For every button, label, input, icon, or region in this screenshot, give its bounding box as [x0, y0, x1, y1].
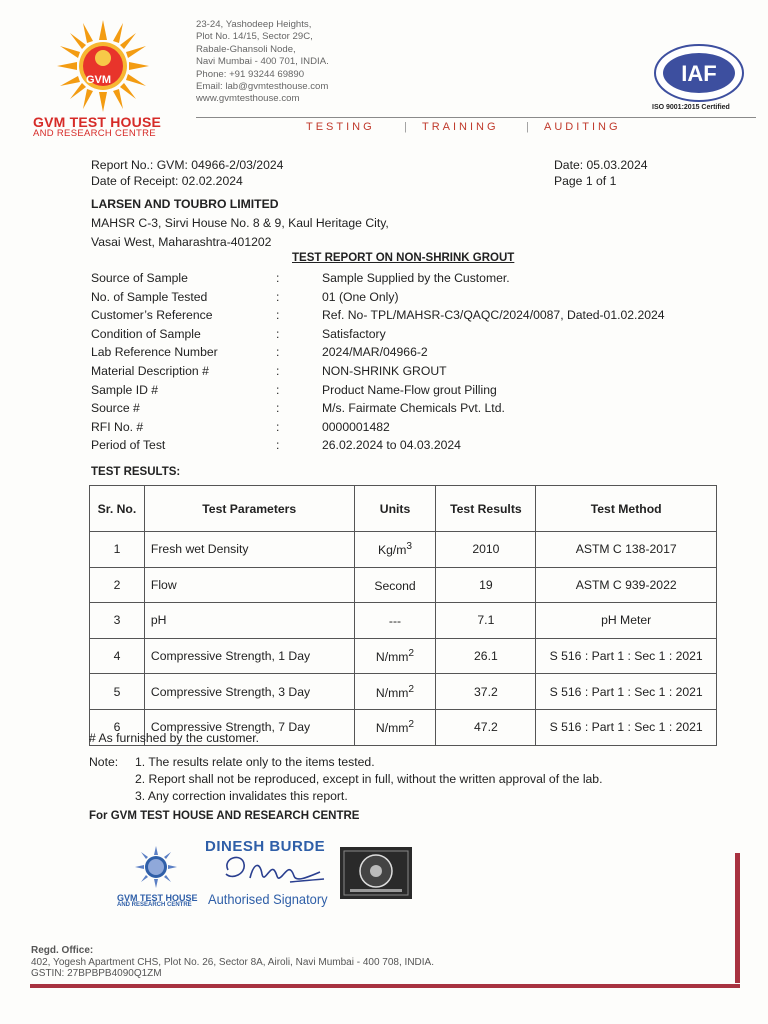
regd-label: Regd. Office: [31, 945, 94, 956]
address-line: Navi Mumbai - 400 701, INDIA. [196, 56, 329, 68]
unit-base: N/mm [375, 721, 409, 736]
results-table [89, 485, 717, 746]
info-value: NON-SHRINK GROUT [322, 363, 447, 378]
info-colon: : [276, 326, 280, 341]
info-row [91, 401, 731, 420]
footnote: # As furnished by the customer. [89, 731, 260, 745]
sun-logo-icon [55, 18, 151, 114]
cell-sr: 3 [90, 603, 145, 639]
stamp-brand: GVM TEST HOUSE [117, 893, 198, 903]
cell-sr: 4 [90, 638, 145, 674]
info-colon: : [276, 363, 280, 378]
report-number: Report No.: GVM: 04966-2/03/2024 [91, 158, 284, 172]
cell-param: Compressive Strength, 3 Day [144, 674, 354, 710]
company-address [196, 19, 329, 106]
cell-result: 19 [436, 567, 536, 603]
header-test-parameters: Test Parameters [144, 486, 354, 532]
unit-base: --- [388, 614, 402, 629]
info-value: Sample Supplied by the Customer. [322, 271, 510, 285]
header-sr-no: Sr. No. [90, 486, 145, 532]
header-divider [196, 117, 756, 118]
sun-stamp-icon [134, 845, 178, 889]
service-auditing: AUDITING [544, 121, 621, 133]
info-colon: : [276, 419, 280, 434]
company-logo [55, 18, 151, 114]
side-accent-line [735, 853, 740, 983]
note-item: 1. The results relate only to the items tested. [135, 755, 375, 769]
iaf-emblem-icon [651, 43, 747, 103]
unit-sup: 2 [408, 683, 415, 695]
phone-line: Phone: +91 93244 69890 [196, 68, 305, 80]
notes-label: Note: [89, 755, 119, 769]
cell-method: S 516 : Part 1 : Sec 1 : 2021 [536, 638, 717, 674]
info-colon: : [276, 289, 280, 304]
info-row [91, 438, 731, 457]
company-seal [338, 843, 414, 903]
table-row [90, 638, 717, 674]
info-row [91, 308, 731, 327]
info-label: Material Description # [91, 363, 209, 378]
table-row [90, 603, 717, 639]
seal-stamp-icon [338, 843, 414, 903]
header-test-results: Test Results [436, 486, 536, 532]
info-value: Ref. No- TPL/MAHSR-C3/QAQC/2024/0087, Dated-01.02.2024 [322, 308, 665, 323]
cell-method: ASTM C 939-2022 [536, 567, 717, 603]
address-line: Plot No. 14/15, Sector 29C, [196, 31, 313, 43]
cell-sr: 2 [90, 567, 145, 603]
report-title: TEST REPORT ON NON-SHRINK GROUT [292, 252, 515, 264]
cell-method: S 516 : Part 1 : Sec 1 : 2021 [536, 709, 717, 745]
cell-param: Compressive Strength, 7 Day [144, 709, 354, 745]
cell-result: 26.1 [436, 638, 536, 674]
signature-scribble-icon [220, 848, 330, 888]
info-value: Product Name-Flow grout Pilling [322, 382, 497, 397]
report-date: Date: 05.03.2024 [554, 158, 648, 172]
regd-address: 402, Yogesh Apartment CHS, Plot No. 26, Sector 8A, Airoli, Navi Mumbai - 400 708, INDIA. [31, 956, 434, 968]
info-value: Satisfactory [322, 326, 386, 341]
unit-sup: 3 [406, 541, 413, 553]
cell-unit [354, 532, 436, 568]
iaf-text: IAF [681, 61, 717, 86]
cell-result: 7.1 [436, 603, 536, 639]
gstin: GSTIN: 27BPBPB4090Q1ZM [31, 968, 162, 979]
stamp-brand-sub: AND RESEARCH CENTRE [117, 902, 192, 908]
info-label: Customer’s Reference [91, 308, 213, 323]
info-colon: : [276, 401, 280, 416]
table-row [90, 532, 717, 568]
cell-result: 2010 [436, 532, 536, 568]
cell-method: S 516 : Part 1 : Sec 1 : 2021 [536, 674, 717, 710]
info-label: Source of Sample [91, 271, 188, 285]
cell-result: 37.2 [436, 674, 536, 710]
header-test-method: Test Method [536, 486, 717, 532]
table-row [90, 674, 717, 710]
report-meta-left [91, 157, 283, 189]
info-row [91, 345, 731, 364]
test-results-title: TEST RESULTS: [91, 466, 181, 478]
sample-info [91, 271, 731, 457]
info-label: RFI No. # [91, 419, 144, 434]
info-row [91, 327, 731, 346]
info-row [91, 364, 731, 383]
info-row [91, 420, 731, 439]
company-subtitle: AND RESEARCH CENTRE [33, 128, 156, 139]
notes-list [135, 754, 602, 805]
receipt-date: Date of Receipt: 02.02.2024 [91, 174, 243, 188]
cell-method: pH Meter [536, 603, 717, 639]
info-label: Lab Reference Number [91, 345, 218, 360]
unit-base: N/mm [375, 650, 409, 665]
info-value: 0000001482 [322, 419, 390, 434]
info-row [91, 290, 731, 309]
client-block [91, 195, 389, 252]
website-line: www.gvmtesthouse.com [196, 93, 300, 105]
client-address-line: Vasai West, Maharashtra-401202 [91, 235, 272, 249]
info-colon: : [276, 345, 280, 360]
table-row [90, 567, 717, 603]
cell-unit [354, 603, 436, 639]
info-value: 01 (One Only) [322, 289, 399, 304]
cell-method: ASTM C 138-2017 [536, 532, 717, 568]
header-units: Units [354, 486, 436, 532]
cell-sr: 6 [90, 709, 145, 745]
handwritten-signature [220, 848, 330, 888]
service-testing: TESTING [306, 121, 375, 133]
cell-result: 47.2 [436, 709, 536, 745]
report-meta-right [554, 157, 648, 189]
table-header-row [90, 486, 717, 532]
info-value: M/s. Fairmate Chemicals Pvt. Ltd. [322, 401, 505, 416]
page-number: Page 1 of 1 [554, 174, 617, 188]
info-colon: : [276, 382, 280, 397]
client-name: LARSEN AND TOUBRO LIMITED [91, 197, 279, 211]
cell-unit [354, 709, 436, 745]
cell-unit [354, 638, 436, 674]
info-row [91, 383, 731, 402]
cell-param: Fresh wet Density [144, 532, 354, 568]
signatory-name: DINESH BURDE [205, 838, 326, 855]
unit-sup: 2 [408, 719, 415, 731]
registered-office [31, 945, 434, 980]
logo-text: GVM [86, 74, 112, 86]
iso-certification: ISO 9001:2015 Certified [652, 104, 730, 111]
cell-param: pH [144, 603, 354, 639]
service-separator: | [526, 121, 529, 133]
cell-param: Flow [144, 567, 354, 603]
client-address-line: MAHSR C-3, Sirvi House No. 8 & 9, Kaul Heritage City, [91, 216, 389, 230]
info-label: Condition of Sample [91, 326, 201, 341]
info-label: Period of Test [91, 438, 166, 453]
info-row [91, 271, 731, 290]
info-value: 26.02.2024 to 04.03.2024 [322, 438, 461, 453]
signatory-role: Authorised Signatory [208, 891, 328, 907]
email-line: Email: lab@gvmtesthouse.com [196, 81, 329, 93]
unit-base: Second [374, 578, 416, 593]
info-colon: : [276, 438, 280, 453]
cell-unit [354, 567, 436, 603]
cell-unit [354, 674, 436, 710]
service-separator: | [404, 121, 407, 133]
address-line: Rabale-Ghansoli Node, [196, 43, 296, 55]
stamp-logo [134, 845, 178, 889]
address-line: 23-24, Yashodeep Heights, [196, 19, 312, 30]
cell-sr: 1 [90, 532, 145, 568]
company-name: GVM TEST HOUSE [33, 114, 162, 130]
info-label: Source # [91, 401, 140, 416]
note-item: 3. Any correction invalidates this report. [135, 789, 348, 803]
signature-for-line: For GVM TEST HOUSE AND RESEARCH CENTRE [89, 810, 360, 822]
cell-sr: 5 [90, 674, 145, 710]
info-colon: : [276, 308, 280, 323]
notes-block [89, 754, 729, 806]
info-label: No. of Sample Tested [91, 289, 208, 304]
service-training: TRAINING [422, 121, 499, 133]
iaf-logo [651, 43, 747, 103]
note-item: 2. Report shall not be reproduced, except in full, without the written approval of the lab. [135, 772, 603, 786]
services-bar [196, 121, 756, 135]
info-value: 2024/MAR/04966-2 [322, 345, 428, 360]
info-label: Sample ID # [91, 382, 159, 397]
unit-base: N/mm [375, 685, 409, 700]
cell-param: Compressive Strength, 1 Day [144, 638, 354, 674]
unit-sup: 2 [408, 648, 415, 660]
unit-base: Kg/m [377, 543, 407, 558]
info-colon: : [276, 271, 280, 285]
footer-bar [30, 984, 740, 988]
